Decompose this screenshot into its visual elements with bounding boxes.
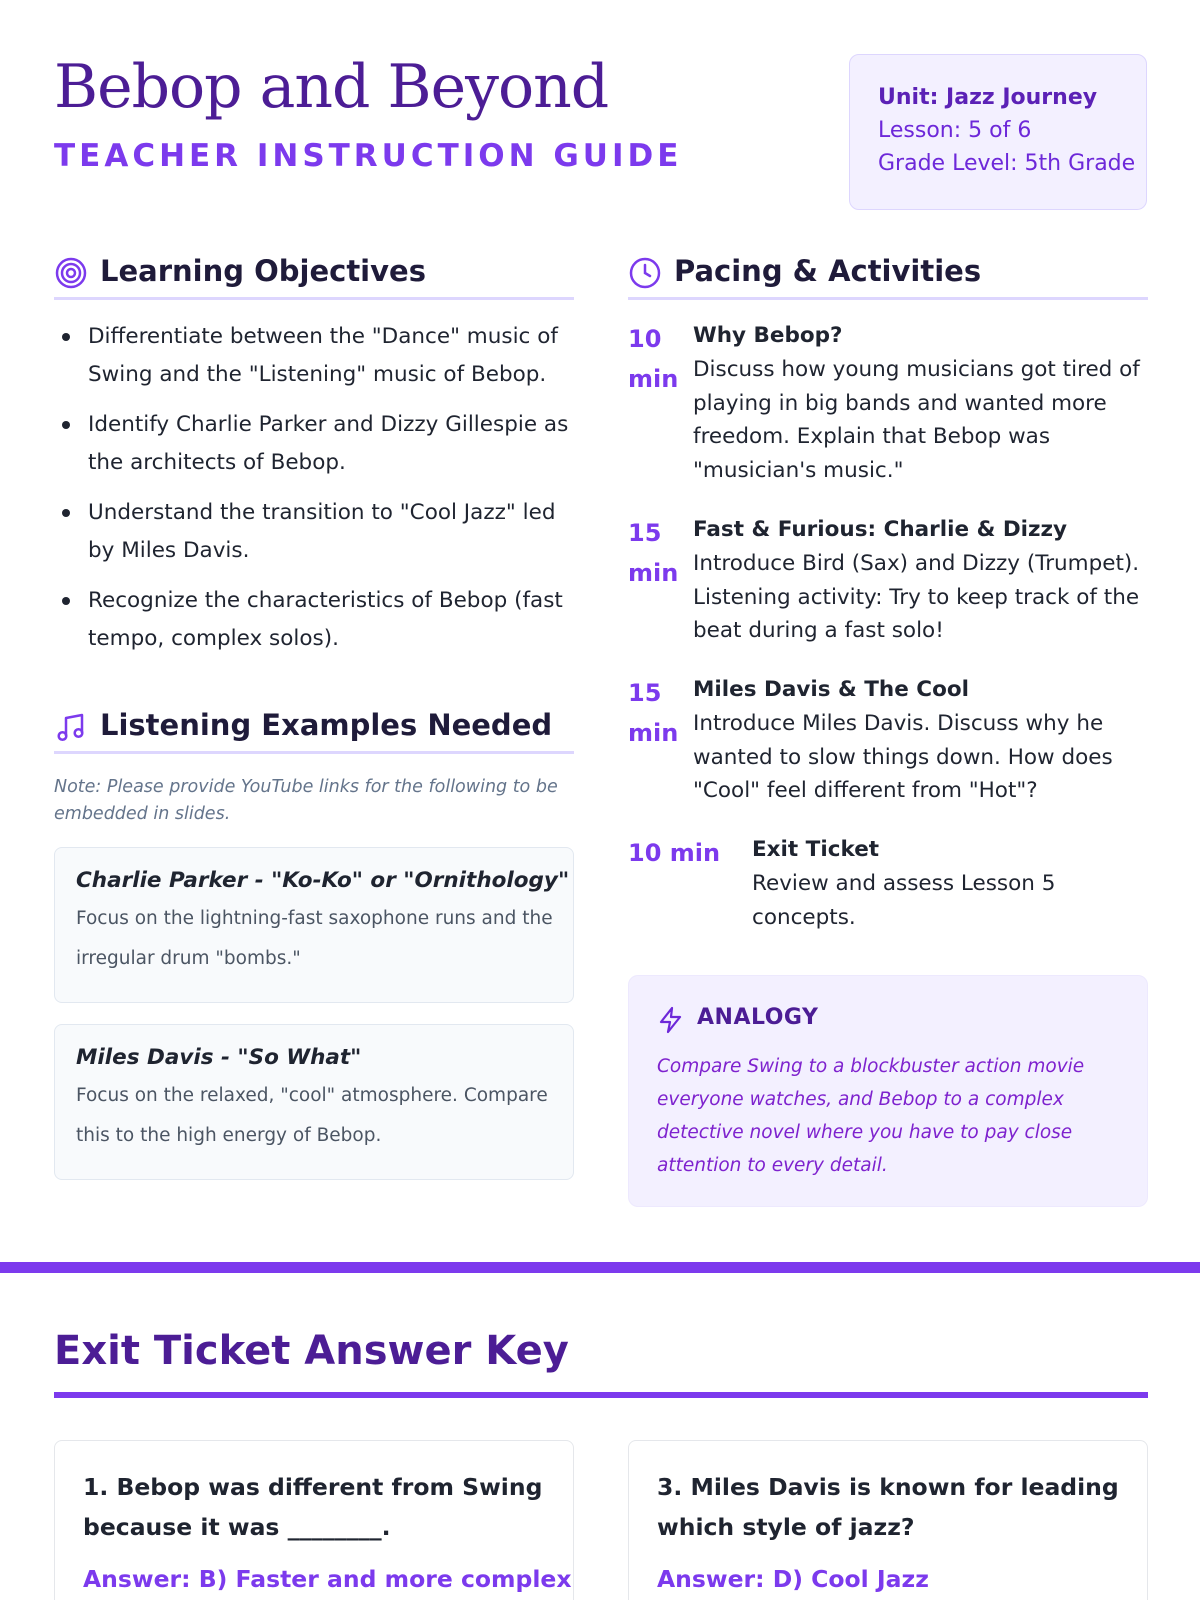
activity-title: Miles Davis & The Cool [693, 677, 969, 702]
listening-example-card [54, 1024, 574, 1180]
activity-row [628, 673, 1148, 813]
pacing-heading-text: Pacing & Activities [674, 254, 982, 288]
page-subtitle: TEACHER INSTRUCTION GUIDE [54, 138, 683, 174]
objectives-heading-text: Learning Objectives [100, 254, 426, 288]
activity-time: 10 min [628, 325, 679, 393]
example-description: Focus on the lightning-fast saxophone runs and the irregular drum "bombs." [76, 908, 553, 969]
page-title: Bebop and Beyond [54, 52, 609, 122]
section-divider [0, 1262, 1200, 1273]
listening-heading-text: Listening Examples Needed [100, 708, 553, 742]
objectives-list [54, 318, 574, 670]
activity-row [628, 513, 1148, 653]
activity-title: Why Bebop? [693, 323, 843, 348]
clock-icon [628, 256, 662, 290]
listening-heading [54, 708, 574, 754]
activity-body [752, 833, 1072, 934]
activity-description: Discuss how young musicians got tired of playing in big bands and wanted more freedom. Explain that Bebop was "musician's music." [693, 357, 1140, 483]
activity-time: 15 min [628, 679, 679, 747]
activity-description: Introduce Bird (Sax) and Dizzy (Trumpet). Listening activity: Try to keep track of the beat during a fast solo! [693, 551, 1140, 643]
answer-text: Answer: D) Cool Jazz [657, 1565, 929, 1593]
objectives-heading [54, 254, 574, 300]
example-title: Charlie Parker - "Ko-Ko" or "Ornithology" [76, 868, 570, 893]
activity-body [693, 319, 1148, 487]
activity-title: Exit Ticket [752, 837, 880, 862]
pacing-heading [628, 254, 1148, 300]
analogy-box [628, 975, 1148, 1207]
example-description: Focus on the relaxed, "cool" atmosphere. Compare this to the high energy of Bebop. [76, 1085, 548, 1146]
example-title: Miles Davis - "So What" [76, 1045, 362, 1070]
activity-body [693, 673, 1148, 808]
unit-label: Unit: Jazz Journey [878, 85, 1098, 110]
question-text: 3. Miles Davis is known for leading which style of jazz? [657, 1473, 1119, 1541]
activity-row [628, 319, 1148, 489]
answer-key-title: Exit Ticket Answer Key [54, 1328, 569, 1374]
answer-card [54, 1440, 574, 1600]
listening-note: Note: Please provide YouTube links for the following to be embedded in slides. [54, 777, 558, 824]
activity-description: Introduce Miles Davis. Discuss why he wanted to slow things down. How does "Cool" feel different from "Hot"? [693, 711, 1113, 803]
activity-description: Review and assess Lesson 5 concepts. [752, 871, 1056, 930]
lesson-meta-box [849, 54, 1147, 210]
list-item: Identify Charlie Parker and Dizzy Gillespie as the architects of Bebop. [54, 406, 574, 482]
question-text: 1. Bebop was different from Swing because it was ________. [83, 1473, 543, 1541]
activity-title: Fast & Furious: Charlie & Dizzy [693, 517, 1068, 542]
target-icon [54, 256, 88, 290]
answer-key-rule [54, 1392, 1148, 1398]
list-item: Recognize the characteristics of Bebop (fast tempo, complex solos). [54, 582, 574, 658]
activity-body [693, 513, 1148, 648]
music-note-icon [54, 710, 88, 744]
list-item: Differentiate between the "Dance" music of Swing and the "Listening" music of Bebop. [54, 318, 574, 394]
activity-time: 10 min [628, 839, 721, 867]
list-item: Understand the transition to "Cool Jazz" led by Miles Davis. [54, 494, 574, 570]
activity-time: 15 min [628, 519, 679, 587]
analogy-label: ANALOGY [697, 1005, 819, 1030]
lightning-icon [657, 1006, 685, 1034]
answer-card [628, 1440, 1148, 1600]
lesson-label: Lesson: 5 of 6 [878, 118, 1032, 143]
listening-example-card [54, 847, 574, 1003]
answer-text: Answer: B) Faster and more complex [83, 1565, 572, 1593]
analogy-text: Compare Swing to a blockbuster action movie everyone watches, and Bebop to a complex detective novel where you have to pay close attention to every detail. [657, 1056, 1085, 1176]
grade-label: Grade Level: 5th Grade [878, 151, 1136, 176]
activity-row [628, 833, 1148, 933]
